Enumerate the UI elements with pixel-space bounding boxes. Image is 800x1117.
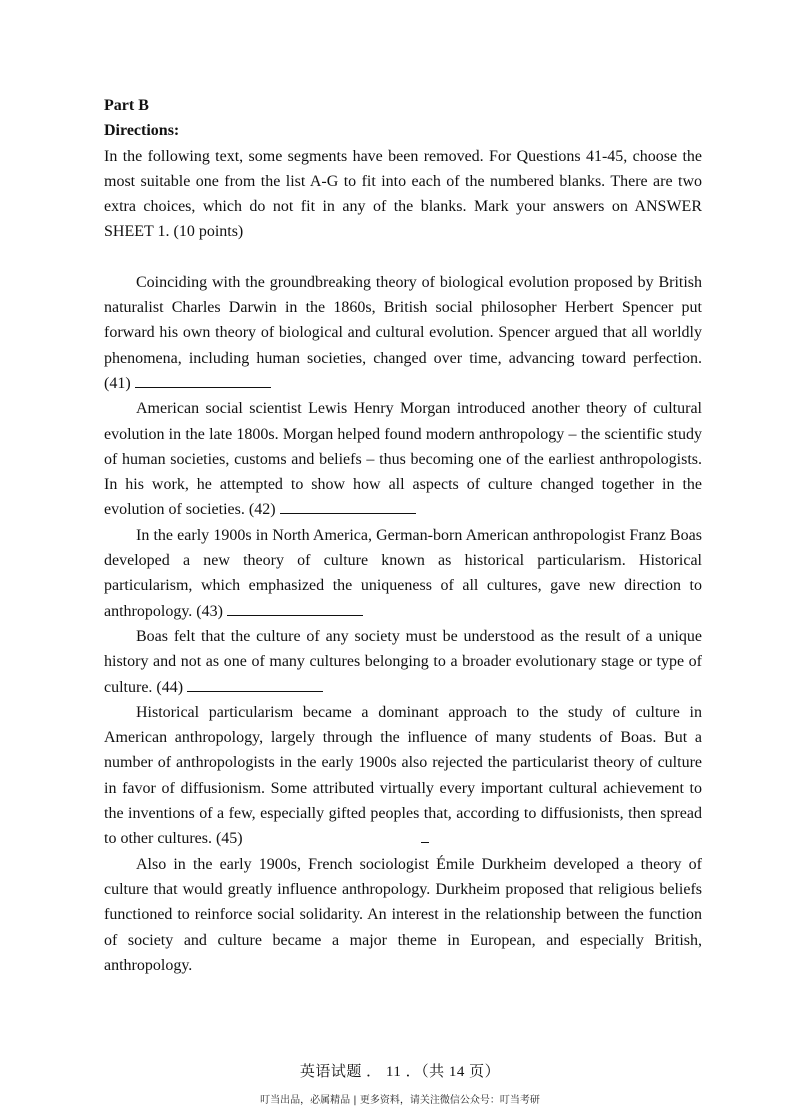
paragraph-5-text: Historical particularism became a dominant approach to the study of culture in American anthropology, largely through the influence of many students of Boas. But a number of anthropologists in the early 1900s also rejected the particularist theory of culture in favor of diffusionism. Some attributed virtually every important cultural achievement to the inventions of a few, especially gifted peoples that, according to diffusionists, then spread to other cultures. (45) <box>104 703 702 848</box>
paragraph-1 <box>104 270 702 396</box>
answer-blank-41 <box>135 373 271 388</box>
answer-blank-42 <box>280 499 416 514</box>
paragraph-6-text: Also in the early 1900s, French sociologist Émile Durkheim developed a theory of culture that would greatly influence anthropology. Durkheim proposed that religious beliefs functioned to reinforce social solidarity. An interest in the relationship between the function of society and culture became a major theme in European, and especially British, anthropology. <box>104 855 702 974</box>
paragraph-2-text: American social scientist Lewis Henry Morgan introduced another theory of cultural evolution in the late 1800s. Morgan helped found modern anthropology – the scientific study of human societies, customs and beliefs – thus becoming one of the earliest anthropologists. In his work, he attempted to show how all aspects of culture changed together in the evolution of societies. (42) <box>104 400 702 519</box>
paragraph-3 <box>104 523 702 624</box>
directions-text: In the following text, some segments have been removed. For Questions 41-45, choose the most suitable one from the list A-G to fit into each of the numbered blanks. There are two extra choices, which do not fit in any of the blanks. Mark your answers on ANSWER SHEET 1. (10 points) <box>104 147 702 241</box>
paragraph-6 <box>104 852 702 978</box>
answer-blank-44 <box>187 677 323 692</box>
footer-watermark-note: 叮当出品，必属精品 | 更多资料，请关注微信公众号：叮当考研 <box>260 1095 540 1106</box>
paragraph-2 <box>104 396 702 522</box>
paragraph-3-text: In the early 1900s in North America, German-born American anthropologist Franz Boas developed a new theory of culture known as historical particularism. Historical particularism, which emphasized the uniqueness of all cultures, gave new direction to anthropology. (43) <box>104 526 702 620</box>
part-title: Part B <box>104 97 149 114</box>
answer-blank-43 <box>227 601 363 616</box>
spacer <box>104 245 702 270</box>
page-content <box>104 93 702 978</box>
paragraph-4-text: Boas felt that the culture of any society must be understood as the result of a unique history and not as one of many cultures belonging to a broader evolutionary stage or type of culture. (44) <box>104 627 702 696</box>
paragraph-5 <box>104 700 702 852</box>
page-footer: 英语试题 ． 11 ．（共 14 页） <box>299 1064 501 1080</box>
paragraph-1-text: Coinciding with the groundbreaking theory of biological evolution proposed by British naturalist Charles Darwin in the 1860s, British social philosopher Herbert Spencer put forward his own theory of biological and cultural evolution. Spencer argued that all worldly phenomena, including human societies, changed over time, advancing toward perfection. (41) <box>104 273 702 392</box>
directions-title: Directions: <box>104 122 180 140</box>
paragraph-4 <box>104 624 702 700</box>
answer-blank-45 <box>421 828 429 843</box>
